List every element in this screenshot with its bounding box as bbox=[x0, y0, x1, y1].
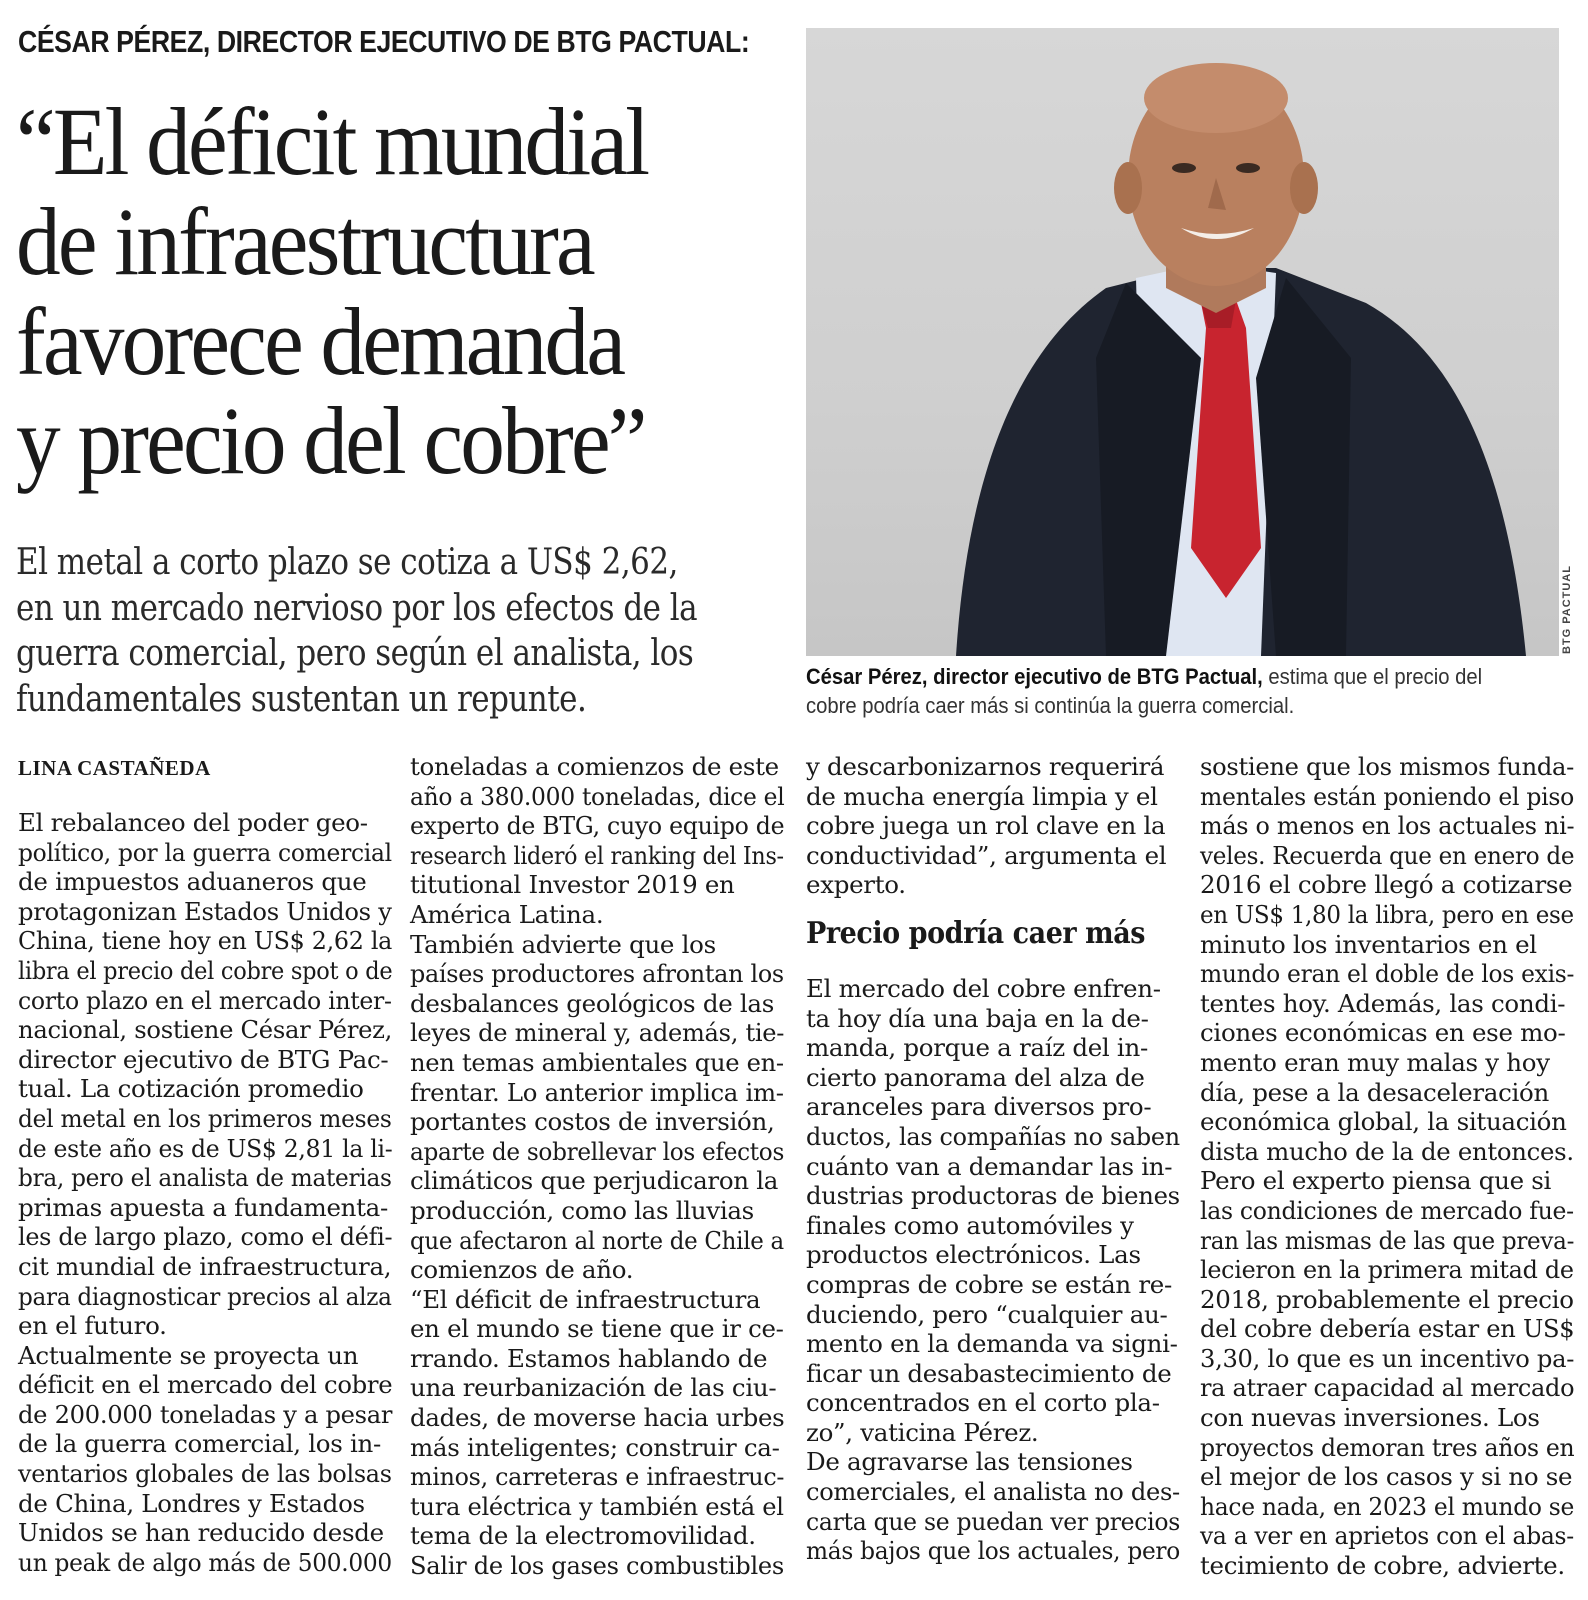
text-line: las condiciones de mercado fue- bbox=[1200, 1195, 1574, 1225]
text-line: De agravarse las tensiones bbox=[806, 1447, 1133, 1477]
subhead-line: guerra comercial, pero según el analista, los bbox=[16, 633, 694, 675]
text-line: cit mundial de infraestructura, bbox=[18, 1251, 392, 1281]
text-line: comienzos de año. bbox=[410, 1255, 634, 1285]
text-line: sostiene que los mismos funda- bbox=[1200, 752, 1575, 781]
text-line: tentes hoy. Además, las condi- bbox=[1200, 988, 1566, 1018]
text-line: mento en la demanda va signi- bbox=[806, 1329, 1178, 1359]
text-line: ra atraer capacidad al mercado bbox=[1200, 1373, 1575, 1403]
text-line: de mucha energía limpia y el bbox=[806, 781, 1158, 811]
text-line: día, pese a la desaceleración bbox=[1200, 1077, 1549, 1107]
text-line: frentar. Lo anterior implica im- bbox=[410, 1077, 784, 1107]
portrait-illustration bbox=[806, 28, 1559, 656]
text-line: portantes costos de inversión, bbox=[410, 1107, 775, 1137]
text-line: toneladas a comienzos de este bbox=[410, 752, 779, 781]
text-line: aranceles para diversos pro- bbox=[806, 1092, 1152, 1122]
column-3-bottom bbox=[806, 974, 1180, 1566]
text-line: China, tiene hoy en US$ 2,62 la bbox=[18, 926, 393, 956]
text-line: que afectaron al norte de Chile a bbox=[410, 1225, 784, 1255]
headline-line: de infraestructura bbox=[16, 187, 593, 295]
text-line: concentrados en el corto pla- bbox=[806, 1388, 1160, 1418]
text-line: lecieron en la primera mitad de bbox=[1200, 1255, 1574, 1285]
text-line: protagonizan Estados Unidos y bbox=[18, 896, 392, 926]
text-line: Unidos se han reducido desde bbox=[18, 1518, 384, 1548]
text-line: minos, carreteras e infraestruc- bbox=[410, 1462, 785, 1492]
text-line: nen temas ambientales que en- bbox=[410, 1047, 784, 1077]
text-line: Actualmente se proyecta un bbox=[18, 1340, 359, 1370]
section-subtitle: Precio podría caer más bbox=[806, 915, 1146, 951]
text-line: comerciales, el analista no des- bbox=[806, 1477, 1180, 1507]
subhead-line: El metal a corto plazo se cotiza a US$ 2,62, bbox=[16, 542, 678, 583]
text-line: ta hoy día una baja en la de- bbox=[806, 1003, 1149, 1033]
text-line: del cobre debería estar en US$ bbox=[1200, 1314, 1575, 1344]
column-3-top bbox=[806, 752, 1180, 900]
text-line: proyectos demoran tres años en bbox=[1200, 1432, 1575, 1462]
text-line: de la guerra comercial, los in- bbox=[18, 1429, 382, 1459]
text-line: tecimiento de cobre, advierte. bbox=[1200, 1551, 1565, 1581]
text-line: ciones económicas en ese mo- bbox=[1200, 1018, 1566, 1048]
text-line: minuto los inventarios en el bbox=[1200, 929, 1537, 959]
text-line: “El déficit de infraestructura bbox=[410, 1284, 761, 1314]
text-line: zo”, vaticina Pérez. bbox=[806, 1417, 1039, 1447]
text-line: También advierte que los bbox=[410, 929, 716, 959]
text-line: ficar un desabastecimiento de bbox=[806, 1358, 1172, 1388]
text-line: nacional, sostiene César Pérez, bbox=[18, 1015, 393, 1045]
text-line: productos electrónicos. Las bbox=[806, 1240, 1141, 1270]
text-line: cierto panorama del alza de bbox=[806, 1062, 1145, 1092]
body-column-4 bbox=[1200, 752, 1574, 1581]
text-line: cuánto van a demandar las in- bbox=[806, 1151, 1173, 1181]
text-line: mundo eran el doble de los exis- bbox=[1200, 959, 1575, 989]
text-line: de impuestos aduaneros que bbox=[18, 867, 367, 897]
text-line: aparte de sobrellevar los efectos bbox=[410, 1136, 785, 1166]
text-line: primas apuesta a fundamenta- bbox=[18, 1192, 388, 1222]
text-line: El rebalanceo del poder geo- bbox=[18, 808, 368, 837]
text-line: tema de la electromovilidad. bbox=[410, 1521, 756, 1551]
text-line: veles. Recuerda que en enero de bbox=[1200, 840, 1575, 870]
text-line: una reurbanización de las ciu- bbox=[410, 1373, 777, 1403]
text-line: tura eléctrica y también está el bbox=[410, 1491, 784, 1521]
body-column-1 bbox=[18, 808, 392, 1577]
text-line: producción, como las lluvias bbox=[410, 1195, 754, 1225]
text-line: y descarbonizarnos requerirá bbox=[806, 752, 1165, 781]
subhead-line: en un mercado nervioso por los efectos de la bbox=[16, 587, 698, 629]
text-line: va a ver en aprietos con el abas- bbox=[1200, 1521, 1574, 1551]
text-line: libra el precio del cobre spot o de bbox=[18, 955, 393, 985]
headline-line: “El déficit mundial bbox=[16, 88, 648, 195]
text-line: un peak de algo más de 500.000 bbox=[18, 1547, 392, 1577]
text-line: cobre juega un rol clave en la bbox=[806, 811, 1166, 841]
text-line: en el mundo se tiene que ir ce- bbox=[410, 1314, 784, 1344]
text-line: duciendo, pero “cualquier au- bbox=[806, 1299, 1168, 1329]
text-line: research lideró el ranking del Ins- bbox=[410, 840, 784, 870]
text-line: 3,30, lo que es un incentivo pa- bbox=[1200, 1343, 1575, 1373]
text-line: desbalances geológicos de las bbox=[410, 988, 775, 1018]
subhead-line: fundamentales sustentan un repunte. bbox=[16, 679, 587, 721]
text-line: experto de BTG, cuyo equipo de bbox=[410, 811, 785, 841]
text-line: rrando. Estamos hablando de bbox=[410, 1343, 768, 1373]
headline-line: favorece demanda bbox=[16, 287, 624, 395]
text-line: tual. La cotización promedio bbox=[18, 1074, 364, 1104]
text-line: ductos, las compañías no saben bbox=[806, 1121, 1180, 1151]
text-line: más bajos que los actuales, pero bbox=[806, 1536, 1180, 1566]
text-line: con nuevas inversiones. Los bbox=[1200, 1403, 1540, 1433]
text-line: en el futuro. bbox=[18, 1311, 167, 1341]
text-line: del metal en los primeros meses bbox=[18, 1103, 392, 1133]
text-line: en US$ 1,80 la libra, pero en ese bbox=[1200, 899, 1574, 929]
caption-bold: César Pérez, director ejecutivo de BTG Pactual, bbox=[806, 664, 1263, 689]
text-line: corto plazo en el mercado inter- bbox=[18, 985, 392, 1015]
text-line: económica global, la situación bbox=[1200, 1107, 1567, 1137]
byline: LINA CASTAÑEDA bbox=[18, 756, 211, 780]
text-line: América Latina. bbox=[410, 899, 604, 929]
text-line: Salir de los gases combustibles bbox=[410, 1551, 784, 1581]
text-line: dades, de moverse hacia urbes bbox=[410, 1403, 785, 1433]
portrait-photo bbox=[806, 28, 1559, 656]
text-line: dustrias productoras de bienes bbox=[806, 1181, 1180, 1211]
text-line: carta que se puedan ver precios bbox=[806, 1506, 1181, 1536]
text-line: mentales están poniendo el piso bbox=[1200, 781, 1574, 811]
text-line: para diagnosticar precios al alza bbox=[18, 1281, 392, 1311]
text-line: mento eran muy malas y hoy bbox=[1200, 1047, 1550, 1077]
text-line: año a 380.000 toneladas, dice el bbox=[410, 781, 785, 811]
text-line: bra, pero el analista de materias bbox=[18, 1163, 392, 1193]
text-line: de este año es de US$ 2,81 la li- bbox=[18, 1133, 393, 1163]
text-line: conductividad”, argumenta el bbox=[806, 840, 1167, 870]
photo-credit: BTG PACTUAL bbox=[1561, 565, 1573, 655]
body-column-2 bbox=[410, 752, 784, 1581]
text-line: el mejor de los casos y si no se bbox=[1200, 1462, 1573, 1492]
body-column-3 bbox=[806, 752, 1180, 1566]
text-line: director ejecutivo de BTG Pac- bbox=[18, 1044, 389, 1074]
headline bbox=[16, 88, 732, 495]
caption-text: estima que el precio del cobre podría caer más si continúa la guerra comercial. bbox=[806, 664, 1483, 718]
text-line: 2016 el cobre llegó a cotizarse bbox=[1200, 870, 1573, 900]
text-line: déficit en el mercado del cobre bbox=[18, 1370, 393, 1400]
text-line: ventarios globales de las bolsas bbox=[18, 1459, 392, 1489]
text-line: finales como automóviles y bbox=[806, 1210, 1134, 1240]
text-line: manda, porque a raíz del in- bbox=[806, 1033, 1148, 1063]
photo-caption bbox=[806, 663, 1505, 720]
text-line: El mercado del cobre enfren- bbox=[806, 973, 1161, 1003]
text-line: les de largo plazo, como el défi- bbox=[18, 1222, 393, 1252]
text-line: hace nada, en 2023 el mundo se bbox=[1200, 1491, 1575, 1521]
text-line: dista mucho de la de entonces. bbox=[1200, 1136, 1574, 1166]
subhead bbox=[16, 540, 698, 723]
headline-line: y precio del cobre” bbox=[16, 387, 645, 495]
text-line: Pero el experto piensa que si bbox=[1200, 1166, 1552, 1196]
kicker: CÉSAR PÉREZ, DIRECTOR EJECUTIVO DE BTG PACTUAL: bbox=[18, 24, 750, 59]
text-line: leyes de mineral y, además, tie- bbox=[410, 1018, 785, 1048]
text-line: titutional Investor 2019 en bbox=[410, 870, 735, 900]
text-line: de 200.000 toneladas y a pesar bbox=[18, 1399, 393, 1429]
text-line: climáticos que perjudicaron la bbox=[410, 1166, 779, 1196]
text-line: de China, Londres y Estados bbox=[18, 1488, 365, 1518]
text-line: experto. bbox=[806, 870, 906, 900]
text-line: más o menos en los actuales ni- bbox=[1200, 811, 1575, 841]
text-line: más inteligentes; construir ca- bbox=[410, 1432, 780, 1462]
text-line: político, por la guerra comercial bbox=[18, 837, 392, 867]
text-line: ran las mismas de las que preva- bbox=[1200, 1225, 1575, 1255]
text-line: 2018, probablemente el precio bbox=[1200, 1284, 1574, 1314]
text-line: países productores afrontan los bbox=[410, 959, 784, 989]
text-line: compras de cobre se están re- bbox=[806, 1269, 1172, 1299]
